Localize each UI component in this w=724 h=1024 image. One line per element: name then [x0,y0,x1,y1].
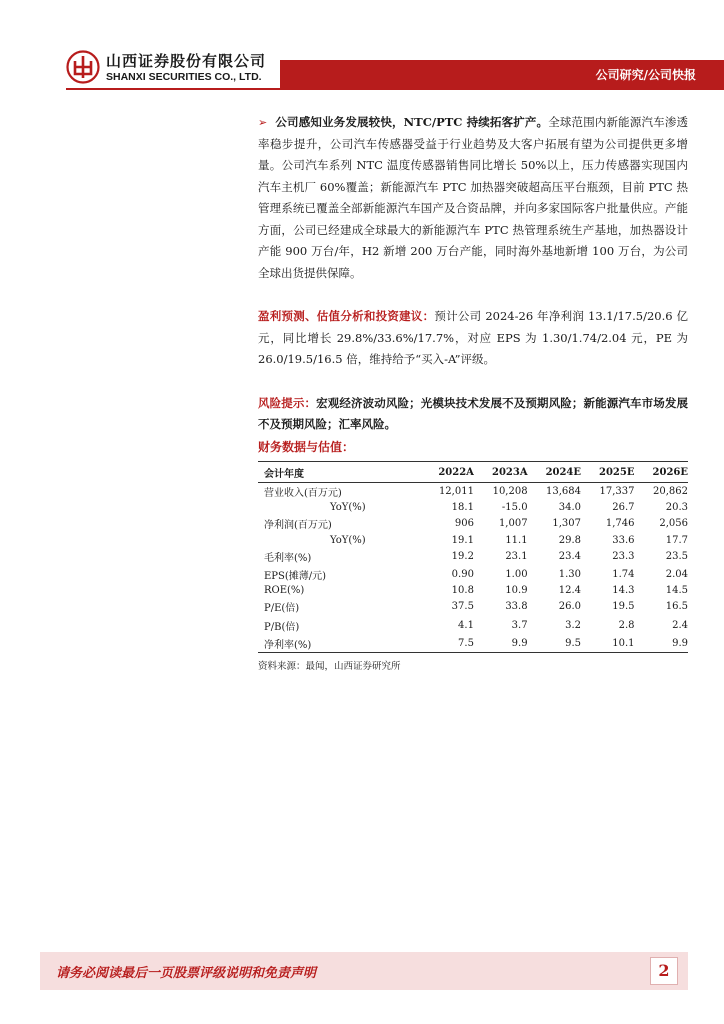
header-cell: 2026E [634,461,688,482]
row-label: YoY(%) [330,502,366,514]
header-cell: 2023A [474,461,528,482]
table-cell: 33.6 [612,534,635,546]
table-cell: 3.2 [565,619,582,631]
table-row [258,616,688,634]
bullet-body: 全球范围内新能源汽车渗透率稳步提升，公司汽车传感器受益于行业趋势及大客户拓展有望为公司提供更多增量。公司汽车系列 NTC 温度传感器销售同比增长 50%以上，压力传感器实现国内汽车主机厂 60%覆盖；新能源汽车 PTC 加热器突破超高压平台瓶颈，目前 PTC 热管理系统已覆盖全部新能源汽车国产及合资品牌，并向多家国际客户批量供应。产能方面，公司已经建成全球最大的新能源汽车 PTC 热管理系统生产基地，加热器设计产能 900 万台/年，H2 新增 200 万台产能，同时海外基地新增 100 万台，为公司全球出货提供保障。 [258,115,688,280]
table-cell: 19.2 [451,550,474,562]
table-cell: 33.8 [505,601,528,613]
row-label: EPS(摊薄/元) [264,571,327,583]
table-cell: 23.5 [665,550,688,562]
risk-body: 宏观经济波动风险；光模块技术发展不及预期风险；新能源汽车市场发展不及预期风险；汇率风险。 [258,395,688,431]
bullet-lead: 公司感知业务发展较快，NTC/PTC 持续拓客扩产。 [275,115,549,129]
table-row [258,584,688,598]
table-cell: 34.0 [558,502,582,514]
table-cell: 1.74 [612,569,635,581]
header-cell: 2024E [528,461,581,482]
table-cell: 26.7 [612,502,635,514]
table-header-row [258,461,688,482]
table-cell: 19.1 [451,534,474,546]
table-title: 财务数据与估值： [258,439,355,454]
table-cell: 3.7 [511,619,528,631]
forecast-paragraph [258,306,688,371]
table-cell: 10.8 [451,585,474,597]
table-cell: 906 [454,518,474,530]
table-cell: 11.1 [505,534,528,546]
financial-table [258,461,688,654]
row-label: 净利率(%) [258,634,420,653]
table-cell: 37.5 [451,601,474,613]
row-label: ROE(%) [264,585,305,597]
table-cell: 1.30 [558,569,582,581]
table-cell: -15.0 [501,502,528,514]
table-cell: 23.3 [612,550,635,562]
table-cell: 18.1 [451,502,474,514]
table-row [258,598,688,616]
table-cell: 26.0 [558,601,582,613]
risk-paragraph [258,393,688,436]
risk-label: 风险提示： [258,395,317,410]
table-row [258,533,688,547]
table-cell: 14.5 [665,585,688,597]
table-row [258,565,688,583]
source-note: 资料来源：最闻，山西证券研究所 [258,661,401,673]
row-label: P/B(倍) [264,621,300,633]
table-cell: 17,337 [599,486,635,498]
report-category: 公司研究/公司快报 [595,68,696,82]
table-cell: 0.90 [451,569,474,581]
table-cell: 1.00 [505,569,528,581]
table-row [258,482,688,501]
table-cell: 9.5 [528,634,581,653]
row-label: 净利润(百万元) [264,520,332,532]
table-cell: 2,056 [659,518,688,530]
company-name-en: SHANXI SECURITIES CO., LTD. [106,71,262,83]
table-cell: 13,684 [546,486,582,498]
table-row [258,547,688,565]
table-row [258,634,688,653]
table-body [258,482,688,653]
table-cell: 19.5 [612,601,635,613]
disclaimer-note: 请务必阅读最后一页股票评级说明和免责声明 [56,966,317,981]
row-label: YoY(%) [330,534,366,546]
table-cell: 4.1 [458,619,474,631]
table-cell: 14.3 [612,585,635,597]
table-cell: 12,011 [438,486,474,498]
row-label: 营业收入(百万元) [264,488,342,500]
row-label: P/E(倍) [264,603,300,615]
header-cell: 2022A [420,461,474,482]
table-cell: 20,862 [653,486,688,498]
table-cell: 2.04 [665,569,688,581]
table-cell: 23.1 [505,550,528,562]
page-number: 2 [650,957,678,985]
table-cell: 12.4 [558,585,582,597]
table-cell: 7.5 [420,634,474,653]
table-cell: 10.1 [581,634,634,653]
arrow-bullet-icon: ➢ [258,116,268,129]
table-cell: 1,007 [498,518,528,530]
table-row [258,515,688,533]
table-cell: 16.5 [665,601,688,613]
header-rule [66,88,724,90]
table-cell: 1,307 [552,518,582,530]
table-row [258,501,688,515]
table-cell: 10.9 [505,585,528,597]
table-cell: 9.9 [474,634,528,653]
header-cell: 2025E [581,461,634,482]
table-cell: 20.3 [665,502,688,514]
bullet-paragraph [258,112,688,284]
forecast-label: 盈利预测、估值分析和投资建议： [258,309,435,323]
table-cell: 2.4 [672,619,688,631]
table-cell: 10,208 [492,486,528,498]
table-cell: 17.7 [665,534,688,546]
company-name-cn: 山西证券股份有限公司 [106,52,267,70]
table-cell: 1,746 [605,518,635,530]
table-cell: 2.8 [618,619,635,631]
table-cell: 9.9 [634,634,688,653]
table-cell: 23.4 [558,550,582,562]
forecast-body: 预计公司 2024-26 年净利润 13.1/17.5/20.6 亿元，同比增长 29.8%/33.6%/17.7%，对应 EPS 为 1.30/1.74/2.04 元，PE 为 26.0/19.5/16.5 倍，维持给予“买入-A”评级。 [258,309,688,366]
header-cell: 会计年度 [258,461,420,482]
table-cell: 29.8 [558,534,582,546]
row-label: 毛利率(%) [264,552,312,564]
company-logo-icon [66,50,100,84]
main-content [258,112,688,672]
